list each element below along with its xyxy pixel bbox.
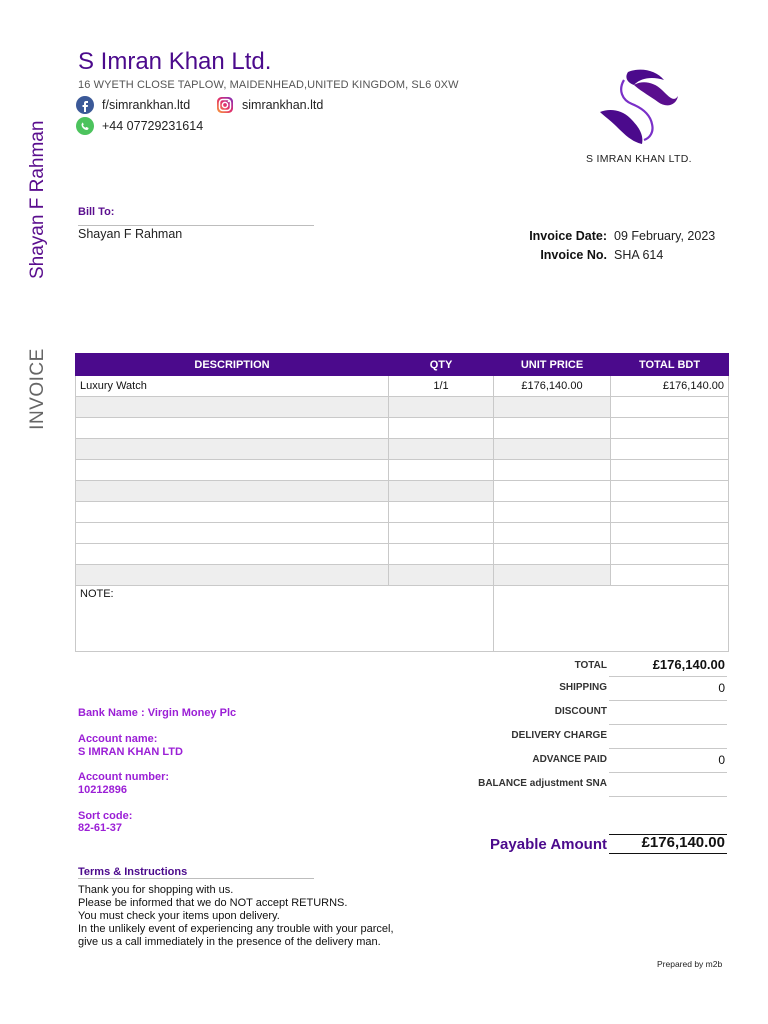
cell-qty [389, 523, 494, 544]
instagram-handle: simrankhan.ltd [242, 98, 324, 112]
cell-qty [389, 397, 494, 418]
discount-divider [609, 724, 727, 725]
whatsapp-contact[interactable] [76, 117, 203, 135]
note-blank-cell [494, 586, 729, 652]
table-row [76, 481, 729, 502]
cell-unit-price [494, 544, 611, 565]
cell-total [611, 565, 729, 586]
whatsapp-icon [76, 117, 94, 135]
facebook-icon [76, 96, 94, 114]
company-address: 16 WYETH CLOSE TAPLOW, MAIDENHEAD,UNITED KINGDOM, SL6 0XW [78, 79, 459, 91]
cell-total [611, 481, 729, 502]
terms-divider [78, 878, 314, 879]
advance-value: 0 [718, 753, 725, 767]
cell-qty [389, 481, 494, 502]
account-number-value: 10212896 [78, 784, 127, 796]
cell-description [76, 397, 389, 418]
company-name: S Imran Khan Ltd. [78, 48, 272, 75]
table-row [76, 439, 729, 460]
phone-number: +44 07729231614 [102, 119, 204, 133]
cell-qty [389, 565, 494, 586]
cell-qty [389, 502, 494, 523]
shipping-divider [609, 700, 727, 701]
advance-label: ADVANCE PAID [532, 754, 607, 765]
account-name-label: Account name: [78, 733, 158, 745]
payable-label: Payable Amount [490, 836, 607, 853]
invoice-number-label: Invoice No. [540, 248, 607, 262]
bank-name: Bank Name : Virgin Money Plc [78, 707, 237, 719]
total-label: TOTAL [574, 660, 607, 671]
header-unit-price: UNIT PRICE [494, 354, 611, 376]
instagram-icon [216, 96, 234, 114]
table-row [76, 565, 729, 586]
cell-unit-price [494, 565, 611, 586]
table-header-row [76, 354, 729, 376]
cell-description [76, 418, 389, 439]
invoice-date-value: 09 February, 2023 [614, 229, 716, 243]
cell-unit-price [494, 418, 611, 439]
cell-unit-price [494, 502, 611, 523]
total-value: £176,140.00 [652, 657, 725, 672]
cell-description: Luxury Watch [76, 376, 389, 397]
cell-total: £176,140.00 [611, 376, 729, 397]
terms-text [78, 884, 394, 949]
terms-line: In the unlikely event of experiencing any trouble with your parcel, [78, 923, 394, 935]
sort-code-label: Sort code: [78, 810, 133, 822]
cell-qty [389, 418, 494, 439]
cell-unit-price [494, 460, 611, 481]
table-row [76, 523, 729, 544]
header-qty: QTY [389, 354, 494, 376]
cell-total [611, 502, 729, 523]
note-row [76, 586, 729, 652]
bill-to-divider [78, 225, 314, 226]
cell-unit-price [494, 481, 611, 502]
table-row [76, 502, 729, 523]
side-invoice-label: INVOICE [27, 348, 48, 430]
cell-description [76, 523, 389, 544]
table-row [76, 460, 729, 481]
shipping-label: SHIPPING [559, 682, 607, 693]
total-divider [609, 676, 727, 677]
cell-total [611, 418, 729, 439]
side-client-name: Shayan F Rahman [27, 120, 48, 279]
terms-line: Thank you for shopping with us. [78, 884, 234, 896]
cell-unit-price: £176,140.00 [494, 376, 611, 397]
cell-unit-price [494, 397, 611, 418]
instagram-contact[interactable] [216, 96, 323, 114]
payable-value: £176,140.00 [641, 834, 725, 851]
cell-total [611, 439, 729, 460]
terms-line: You must check your items upon delivery. [78, 910, 280, 922]
terms-line: Please be informed that we do NOT accept RETURNS. [78, 897, 348, 909]
logo-caption: S IMRAN KHAN LTD. [586, 153, 692, 165]
cell-total [611, 523, 729, 544]
header-description: DESCRIPTION [76, 354, 389, 376]
cell-unit-price [494, 523, 611, 544]
bill-to-label: Bill To: [78, 206, 115, 218]
terms-label: Terms & Instructions [78, 866, 188, 878]
table-row [76, 376, 729, 397]
prepared-by: Prepared by m2b [657, 959, 723, 969]
cell-description [76, 460, 389, 481]
cell-total [611, 544, 729, 565]
delivery-divider [609, 748, 727, 749]
shipping-value: 0 [718, 681, 725, 695]
account-name-value: S IMRAN KHAN LTD [78, 746, 183, 758]
cell-description [76, 565, 389, 586]
account-number-label: Account number: [78, 771, 170, 783]
bill-to-name: Shayan F Rahman [78, 227, 183, 241]
invoice-date-label: Invoice Date: [529, 229, 607, 243]
cell-qty: 1/1 [389, 376, 494, 397]
payable-bottom-rule [609, 853, 727, 854]
items-table [75, 353, 729, 652]
company-logo [598, 68, 680, 148]
balance-divider [609, 796, 727, 797]
table-row [76, 418, 729, 439]
advance-divider [609, 772, 727, 773]
invoice-number-value: SHA 614 [614, 248, 664, 262]
cell-description [76, 481, 389, 502]
cell-description [76, 544, 389, 565]
cell-description [76, 439, 389, 460]
table-row [76, 397, 729, 418]
note-cell: NOTE: [76, 586, 494, 652]
cell-total [611, 460, 729, 481]
cell-total [611, 397, 729, 418]
cell-description [76, 502, 389, 523]
delivery-label: DELIVERY CHARGE [511, 730, 607, 741]
sort-code-value: 82-61-37 [78, 822, 123, 834]
cell-qty [389, 439, 494, 460]
terms-line: give us a call immediately in the presence of the delivery man. [78, 936, 381, 948]
facebook-contact[interactable] [76, 96, 190, 114]
cell-unit-price [494, 439, 611, 460]
table-row [76, 544, 729, 565]
discount-label: DISCOUNT [554, 706, 607, 717]
facebook-handle: f/simrankhan.ltd [102, 98, 191, 112]
balance-label: BALANCE adjustment SNA [478, 778, 607, 789]
cell-qty [389, 460, 494, 481]
cell-qty [389, 544, 494, 565]
header-total: TOTAL BDT [611, 354, 729, 376]
